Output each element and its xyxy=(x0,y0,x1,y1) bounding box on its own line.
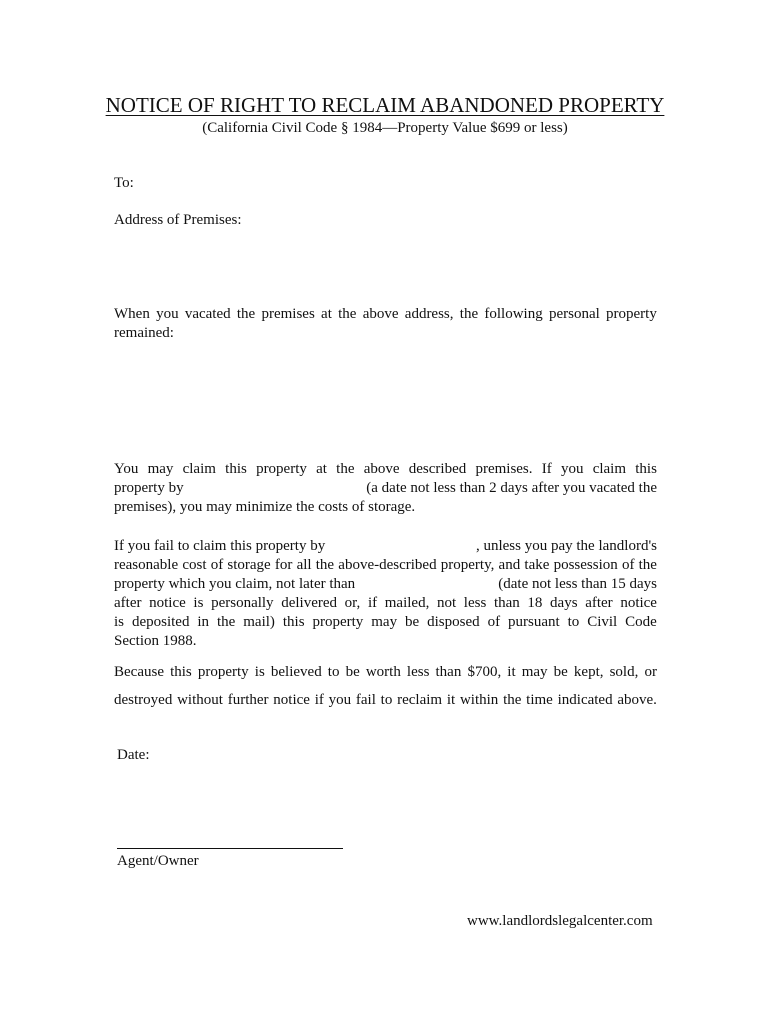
word: mailed, xyxy=(384,595,430,611)
fail-line-3 xyxy=(114,575,657,594)
word: address, xyxy=(404,306,454,322)
fail-line-5 xyxy=(114,613,657,632)
word: claim xyxy=(182,461,216,477)
fail-line-1 xyxy=(114,537,657,556)
claim-date-label: property by xyxy=(114,480,184,496)
signature-line xyxy=(117,848,343,849)
word: above-described xyxy=(338,557,437,573)
website-url: www.landlordslegalcenter.com xyxy=(467,913,653,929)
word: the xyxy=(459,306,479,322)
word: If xyxy=(541,461,552,477)
word: it xyxy=(507,664,516,680)
word: personal xyxy=(548,306,600,322)
word: in xyxy=(197,614,210,630)
word: destroyed xyxy=(114,692,173,708)
word: all xyxy=(296,557,312,573)
to-label: To: xyxy=(114,175,134,191)
word: is xyxy=(193,595,204,611)
word: to xyxy=(380,692,393,708)
word: above. xyxy=(617,692,657,708)
signature-label: Agent/Owner xyxy=(117,853,199,869)
word: time xyxy=(526,692,553,708)
word: Code xyxy=(625,614,657,630)
claim-line-1 xyxy=(114,460,657,479)
word: mail) xyxy=(243,614,275,630)
word: if xyxy=(314,692,324,708)
word: pursuant xyxy=(508,614,560,630)
word: the xyxy=(638,557,657,573)
word: the xyxy=(338,306,357,322)
value-paragraph-line-1 xyxy=(114,663,657,682)
word: When xyxy=(114,306,150,322)
word: this xyxy=(225,461,247,477)
word: you xyxy=(328,692,352,708)
word: $700, xyxy=(467,664,502,680)
word: within xyxy=(459,692,499,708)
word: above xyxy=(363,461,400,477)
word: property xyxy=(606,306,657,322)
word: reasonable xyxy=(114,557,179,573)
value-line-2 xyxy=(114,691,657,710)
fail-paragraph xyxy=(114,537,657,651)
word: deposited xyxy=(131,614,190,630)
word: you xyxy=(560,461,584,477)
word: Civil xyxy=(587,614,618,630)
word: of xyxy=(621,557,635,573)
fail-line-4 xyxy=(114,594,657,613)
date-label: Date: xyxy=(117,747,150,763)
word: after xyxy=(114,595,142,611)
word: fail xyxy=(355,692,376,708)
claim-paragraph xyxy=(114,460,657,517)
word: and xyxy=(498,557,521,573)
fail-line-6: Section 1988. xyxy=(114,633,197,649)
claim-line-3: premises), you may minimize the costs of storage. xyxy=(114,499,416,515)
word: Because xyxy=(114,664,164,680)
word: less xyxy=(406,664,430,680)
word: disposed xyxy=(427,614,480,630)
word: following xyxy=(484,306,543,322)
word: after xyxy=(585,595,613,611)
word: worth xyxy=(365,664,401,680)
word: of xyxy=(487,614,501,630)
word: you xyxy=(156,306,179,322)
word: premises. xyxy=(475,461,533,477)
word: less xyxy=(463,595,487,611)
word: this xyxy=(282,614,305,630)
latest-date-label: property which you claim, not later than xyxy=(114,576,356,592)
value-line-1 xyxy=(114,663,657,682)
word: delivered xyxy=(281,595,338,611)
address-label: Address of Premises: xyxy=(114,212,242,228)
word: or xyxy=(644,664,657,680)
word: cost xyxy=(182,557,207,573)
word: notice xyxy=(149,595,186,611)
fail-date-label: If you fail to claim this property by xyxy=(114,538,326,554)
word: believed xyxy=(270,664,322,680)
word: to xyxy=(327,664,340,680)
word: be xyxy=(553,664,568,680)
word: further xyxy=(227,692,269,708)
word: for xyxy=(274,557,293,573)
word: may xyxy=(147,461,174,477)
word: take xyxy=(524,557,550,573)
word: property xyxy=(256,461,307,477)
word: to xyxy=(567,614,580,630)
word: storage xyxy=(227,557,271,573)
claim-date-note: (a date not less than 2 days after you vacated the xyxy=(366,480,657,496)
word: sold, xyxy=(609,664,639,680)
word: property, xyxy=(440,557,495,573)
word: notice xyxy=(273,692,310,708)
word: or, xyxy=(344,595,361,611)
word: above xyxy=(362,306,399,322)
word: may xyxy=(371,614,398,630)
word: possession xyxy=(553,557,618,573)
vacated-paragraph xyxy=(114,305,657,343)
word: than xyxy=(435,664,462,680)
vacated-line-2: remained: xyxy=(114,325,174,341)
word: described xyxy=(408,461,467,477)
value-paragraph-line-2 xyxy=(114,691,657,710)
document-title: NOTICE OF RIGHT TO RECLAIM ABANDONED PROPERTY xyxy=(105,93,665,117)
word: of xyxy=(210,557,224,573)
word: notice xyxy=(620,595,657,611)
word: if xyxy=(367,595,378,611)
word: You xyxy=(114,461,139,477)
word: be xyxy=(405,614,420,630)
word: this xyxy=(635,461,657,477)
latest-date-note: (date not less than 15 days xyxy=(498,576,657,592)
word: not xyxy=(436,595,457,611)
word: the xyxy=(236,306,256,322)
word: at xyxy=(321,306,332,322)
word: 18 xyxy=(527,595,543,611)
word: may xyxy=(521,664,548,680)
word: at xyxy=(316,461,327,477)
word: this xyxy=(170,664,192,680)
word: indicated xyxy=(557,692,613,708)
word: kept, xyxy=(573,664,604,680)
word: is xyxy=(114,614,125,630)
word: is xyxy=(254,664,265,680)
word: claim xyxy=(592,461,627,477)
word: the xyxy=(217,614,236,630)
document-subtitle: (California Civil Code § 1984—Property Value $699 or less) xyxy=(202,120,568,136)
word: reclaim xyxy=(397,692,443,708)
word: property xyxy=(197,664,249,680)
word: without xyxy=(177,692,223,708)
word: days xyxy=(550,595,578,611)
word: property xyxy=(312,614,364,630)
word: be xyxy=(345,664,360,680)
text-span: , unless you pay the landlord's xyxy=(475,538,657,554)
word: the xyxy=(503,692,522,708)
word: personally xyxy=(211,595,274,611)
word: than xyxy=(493,595,520,611)
word: vacated xyxy=(184,306,231,322)
fail-line-2 xyxy=(114,556,657,575)
claim-line-2 xyxy=(114,479,657,498)
vacated-line-1 xyxy=(114,305,657,324)
word: premises xyxy=(261,306,315,322)
word: it xyxy=(446,692,456,708)
word: the xyxy=(315,557,335,573)
word: the xyxy=(336,461,355,477)
